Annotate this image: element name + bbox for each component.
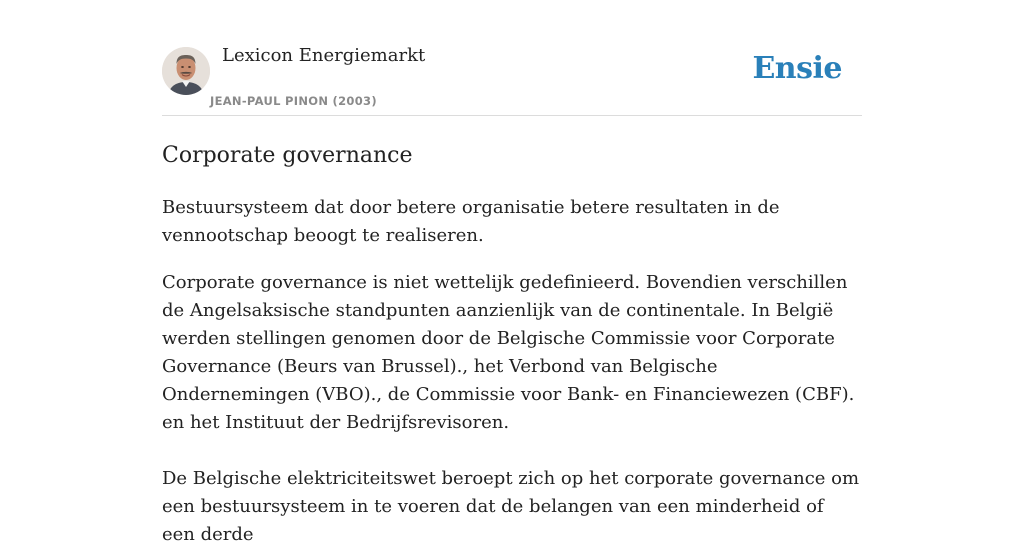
definition-paragraph-3: De Belgische elektriciteitswet beroept zich op het corporate governance om een bestuursysteem in te voeren dat de belangen van een minderheid of een derde — [162, 468, 860, 545]
brand-logo[interactable]: Ensie — [752, 51, 842, 86]
dictionary-title[interactable]: Lexicon Energiemarkt — [222, 45, 426, 66]
entry-term: Corporate governance — [162, 143, 413, 168]
author-avatar[interactable] — [162, 47, 210, 95]
entry-header — [162, 0, 862, 116]
entry-card — [162, 0, 862, 549]
author-portrait-icon — [162, 47, 210, 95]
author-name[interactable]: JEAN-PAUL PINON (2003) — [210, 94, 377, 108]
definition-paragraph-1: Bestuursysteem dat door betere organisatie betere resultaten in de vennootschap beoogt te realiseren. — [162, 197, 780, 246]
definition-paragraph-2: Corporate governance is niet wettelijk gedefinieerd. Bovendien verschillen de Angelsaksische standpunten aanzienlijk van de continentale. In België werden stellingen genomen door de Belgische Commissie voor Corporate Governance (Beurs van Brussel)., het Verbond van Belgische Ondernemingen (VBO)., de Commissie voor Bank- en Financiewezen (CBF). en het Instituut der Bedrijfsrevisoren. — [162, 272, 855, 433]
